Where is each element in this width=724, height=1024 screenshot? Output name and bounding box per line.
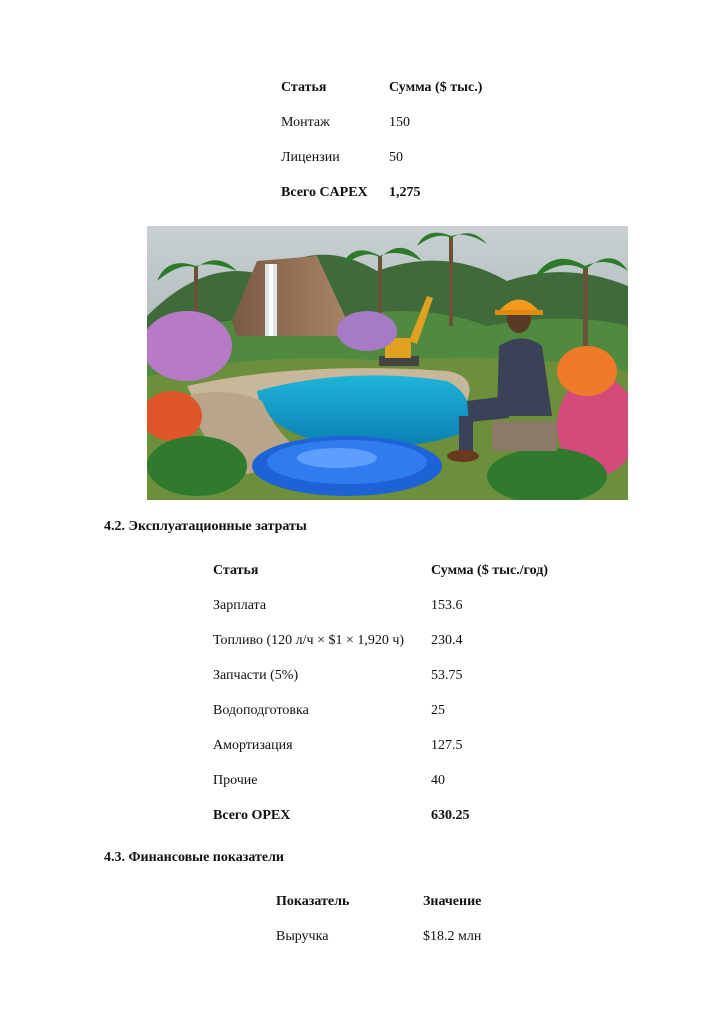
table-total-row [281,175,482,210]
table-cell: Амортизация [213,737,293,753]
table-row [213,728,548,763]
table-row [213,763,548,798]
column-header: Показатель [276,893,350,909]
column-header: Статья [281,79,327,95]
capex-table [281,70,482,210]
table-cell: 1,275 [389,184,421,200]
section-heading: 4.2. Эксплуатационные затраты [104,519,307,534]
table-cell: Запчасти (5%) [213,667,299,683]
table-cell: Лицензии [281,149,340,165]
column-header: Значение [423,893,482,909]
table-header-row [276,884,481,919]
table-cell: Выручка [276,928,329,944]
table-cell: Всего CAPEX [281,184,368,200]
table-cell: 630.25 [431,807,470,823]
table-cell: 50 [389,149,403,165]
table-row [213,658,548,693]
table-cell: 127.5 [431,737,463,753]
table-cell: 40 [431,772,445,788]
table-cell: 230.4 [431,632,463,648]
opex-table [213,553,548,833]
table-cell: Монтаж [281,114,330,130]
table-cell: 153.6 [431,597,463,613]
table-cell: Водоподготовка [213,702,309,718]
mining-site-photo [147,226,628,500]
column-header: Статья [213,562,259,578]
section-heading: 4.3. Финансовые показатели [104,850,284,865]
column-header: Сумма ($ тыс.) [389,79,483,95]
table-header-row [213,553,548,588]
table-cell: 150 [389,114,410,130]
table-cell: Прочие [213,772,258,788]
finance-table [276,884,481,954]
table-header-row [281,70,482,105]
table-cell: Топливо (120 л/ч × $1 × 1,920 ч) [213,632,405,648]
table-row [213,623,548,658]
table-row [213,693,548,728]
table-row [276,919,481,954]
table-total-row [213,798,548,833]
table-cell: 25 [431,702,445,718]
table-cell: Зарплата [213,597,267,613]
table-cell: Всего OPEX [213,807,291,823]
table-cell: 53.75 [431,667,463,683]
table-row [213,588,548,623]
column-header: Сумма ($ тыс./год) [431,562,548,578]
table-cell: $18.2 млн [423,928,482,944]
table-row [281,140,482,175]
table-row [281,105,482,140]
